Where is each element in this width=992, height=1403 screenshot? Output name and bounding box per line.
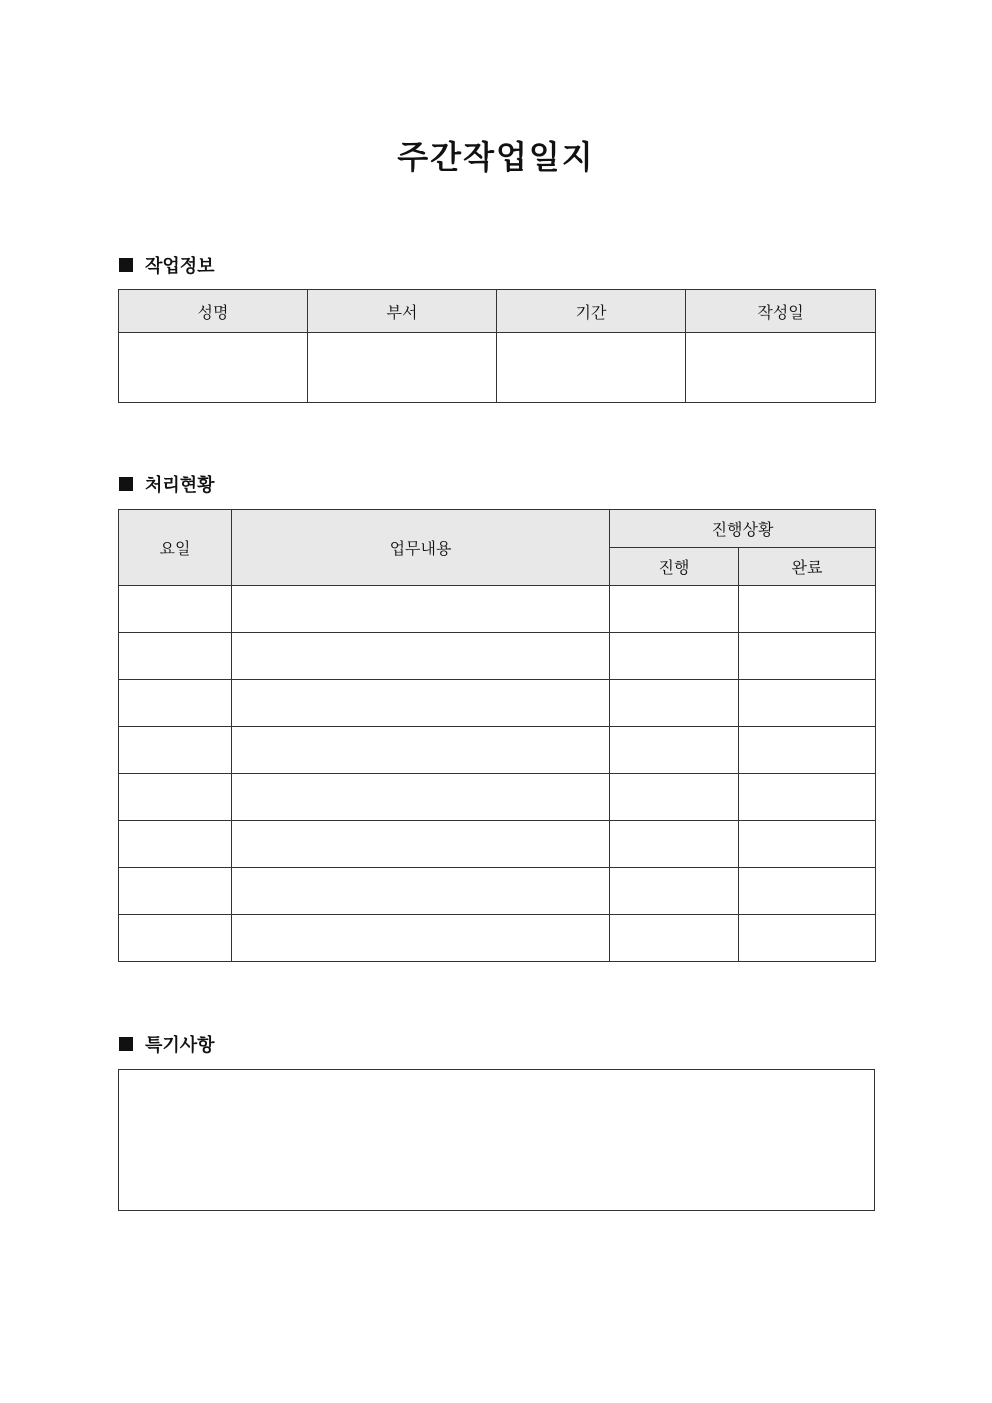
period-cell[interactable]: [497, 333, 686, 403]
table-row: [119, 586, 876, 633]
name-cell[interactable]: [119, 333, 308, 403]
work-content-cell[interactable]: [232, 727, 610, 774]
work-content-cell[interactable]: [232, 680, 610, 727]
day-cell[interactable]: [119, 868, 232, 915]
table-row: [119, 727, 876, 774]
written-date-header: 작성일: [686, 290, 876, 333]
progress-group-header: 진행상황: [610, 510, 876, 548]
completed-cell[interactable]: [739, 633, 876, 680]
work-content-cell[interactable]: [232, 586, 610, 633]
period-header: 기간: [497, 290, 686, 333]
table-row: [119, 680, 876, 727]
work-info-table: [118, 289, 876, 403]
completed-header: 완료: [739, 548, 876, 586]
completed-cell[interactable]: [739, 821, 876, 868]
remarks-heading-label: 특기사항: [145, 1035, 215, 1056]
completed-cell[interactable]: [739, 774, 876, 821]
in-progress-cell[interactable]: [610, 727, 739, 774]
square-bullet-icon: [119, 477, 133, 491]
remarks-heading: [119, 1032, 215, 1056]
processing-status-heading: [119, 472, 215, 496]
work-content-cell[interactable]: [232, 633, 610, 680]
processing-status-table: [118, 509, 876, 962]
day-cell[interactable]: [119, 586, 232, 633]
in-progress-cell[interactable]: [610, 633, 739, 680]
written-date-cell[interactable]: [686, 333, 876, 403]
in-progress-cell[interactable]: [610, 821, 739, 868]
day-cell[interactable]: [119, 821, 232, 868]
completed-cell[interactable]: [739, 727, 876, 774]
table-row: [119, 774, 876, 821]
day-cell[interactable]: [119, 915, 232, 962]
completed-cell[interactable]: [739, 868, 876, 915]
work-content-cell[interactable]: [232, 915, 610, 962]
table-row: [119, 633, 876, 680]
work-info-heading-label: 작업정보: [145, 256, 215, 277]
table-row: [119, 915, 876, 962]
completed-cell[interactable]: [739, 586, 876, 633]
table-row: [119, 821, 876, 868]
remarks-box[interactable]: [118, 1069, 875, 1211]
page-title: 주간작업일지: [397, 138, 595, 176]
day-cell[interactable]: [119, 680, 232, 727]
completed-cell[interactable]: [739, 915, 876, 962]
work-content-header: 업무내용: [232, 510, 610, 586]
work-content-cell[interactable]: [232, 774, 610, 821]
day-cell[interactable]: [119, 727, 232, 774]
department-header: 부서: [308, 290, 497, 333]
name-header: 성명: [119, 290, 308, 333]
day-cell[interactable]: [119, 774, 232, 821]
in-progress-cell[interactable]: [610, 774, 739, 821]
day-cell[interactable]: [119, 633, 232, 680]
work-content-cell[interactable]: [232, 868, 610, 915]
day-header: 요일: [119, 510, 232, 586]
square-bullet-icon: [119, 258, 133, 272]
completed-cell[interactable]: [739, 680, 876, 727]
work-info-heading: [119, 253, 215, 277]
square-bullet-icon: [119, 1037, 133, 1051]
in-progress-cell[interactable]: [610, 680, 739, 727]
in-progress-cell[interactable]: [610, 915, 739, 962]
work-content-cell[interactable]: [232, 821, 610, 868]
processing-status-heading-label: 처리현황: [145, 475, 215, 496]
table-row: [119, 868, 876, 915]
department-cell[interactable]: [308, 333, 497, 403]
in-progress-header: 진행: [610, 548, 739, 586]
in-progress-cell[interactable]: [610, 586, 739, 633]
in-progress-cell[interactable]: [610, 868, 739, 915]
